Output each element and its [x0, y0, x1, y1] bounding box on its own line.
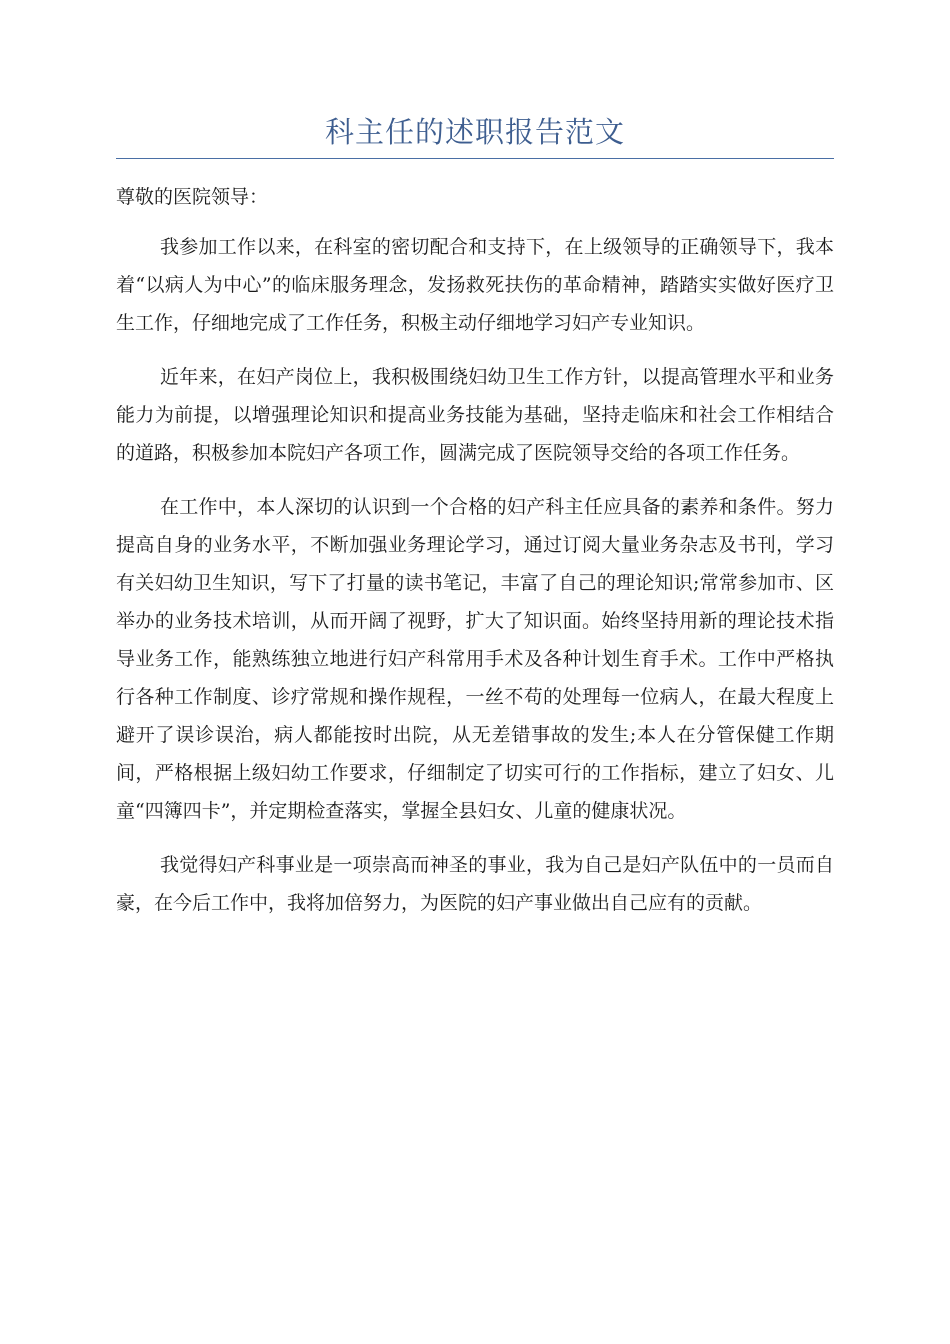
document-body: [116, 178, 834, 938]
title-block: [116, 112, 834, 159]
page-title: 科主任的述职报告范文: [324, 115, 625, 149]
paragraph-4: 我觉得妇产科事业是一项崇高而神圣的事业，我为自己是妇产队伍中的一员而自豪，在今后工作中，我将加倍努力，为医院的妇产事业做出自己应有的贡献。: [116, 854, 834, 914]
paragraph-3: 在工作中，本人深切的认识到一个合格的妇产科主任应具备的素养和条件。努力提高自身的业务水平，不断加强业务理论学习，通过订阅大量业务杂志及书刊，学习有关妇幼卫生知识，写下了打量的读书笔记，丰富了自己的理论知识;常常参加市、区举办的业务技术培训，从而开阔了视野，扩大了知识面。始终坚持用新的理论技术指导业务工作，能熟练独立地进行妇产科常用手术及各种计划生育手术。工作中严格执行各种工作制度、诊疗常规和操作规程，一丝不苟的处理每一位病人，在最大程度上避开了误诊误治，病人都能按时出院，从无差错事故的发生;本人在分管保健工作期间，严格根据上级妇幼工作要求，仔细制定了切实可行的工作指标，建立了妇女、儿童“四簿四卡”，并定期检查落实，掌握全县妇女、儿童的健康状况。: [116, 496, 834, 822]
paragraph-2: 近年来，在妇产岗位上，我积极围绕妇幼卫生工作方针，以提高管理水平和业务能力为前提，以增强理论知识和提高业务技能为基础，坚持走临床和社会工作相结合的道路，积极参加本院妇产各项工作，圆满完成了医院领导交给的各项工作任务。: [116, 366, 834, 464]
salutation: 尊敬的医院领导：: [116, 186, 269, 208]
paragraph-1: 我参加工作以来，在科室的密切配合和支持下，在上级领导的正确领导下，我本着“以病人为中心”的临床服务理念，发扬救死扶伤的革命精神，踏踏实实做好医疗卫生工作，仔细地完成了工作任务，积极主动仔细地学习妇产专业知识。: [116, 236, 834, 334]
